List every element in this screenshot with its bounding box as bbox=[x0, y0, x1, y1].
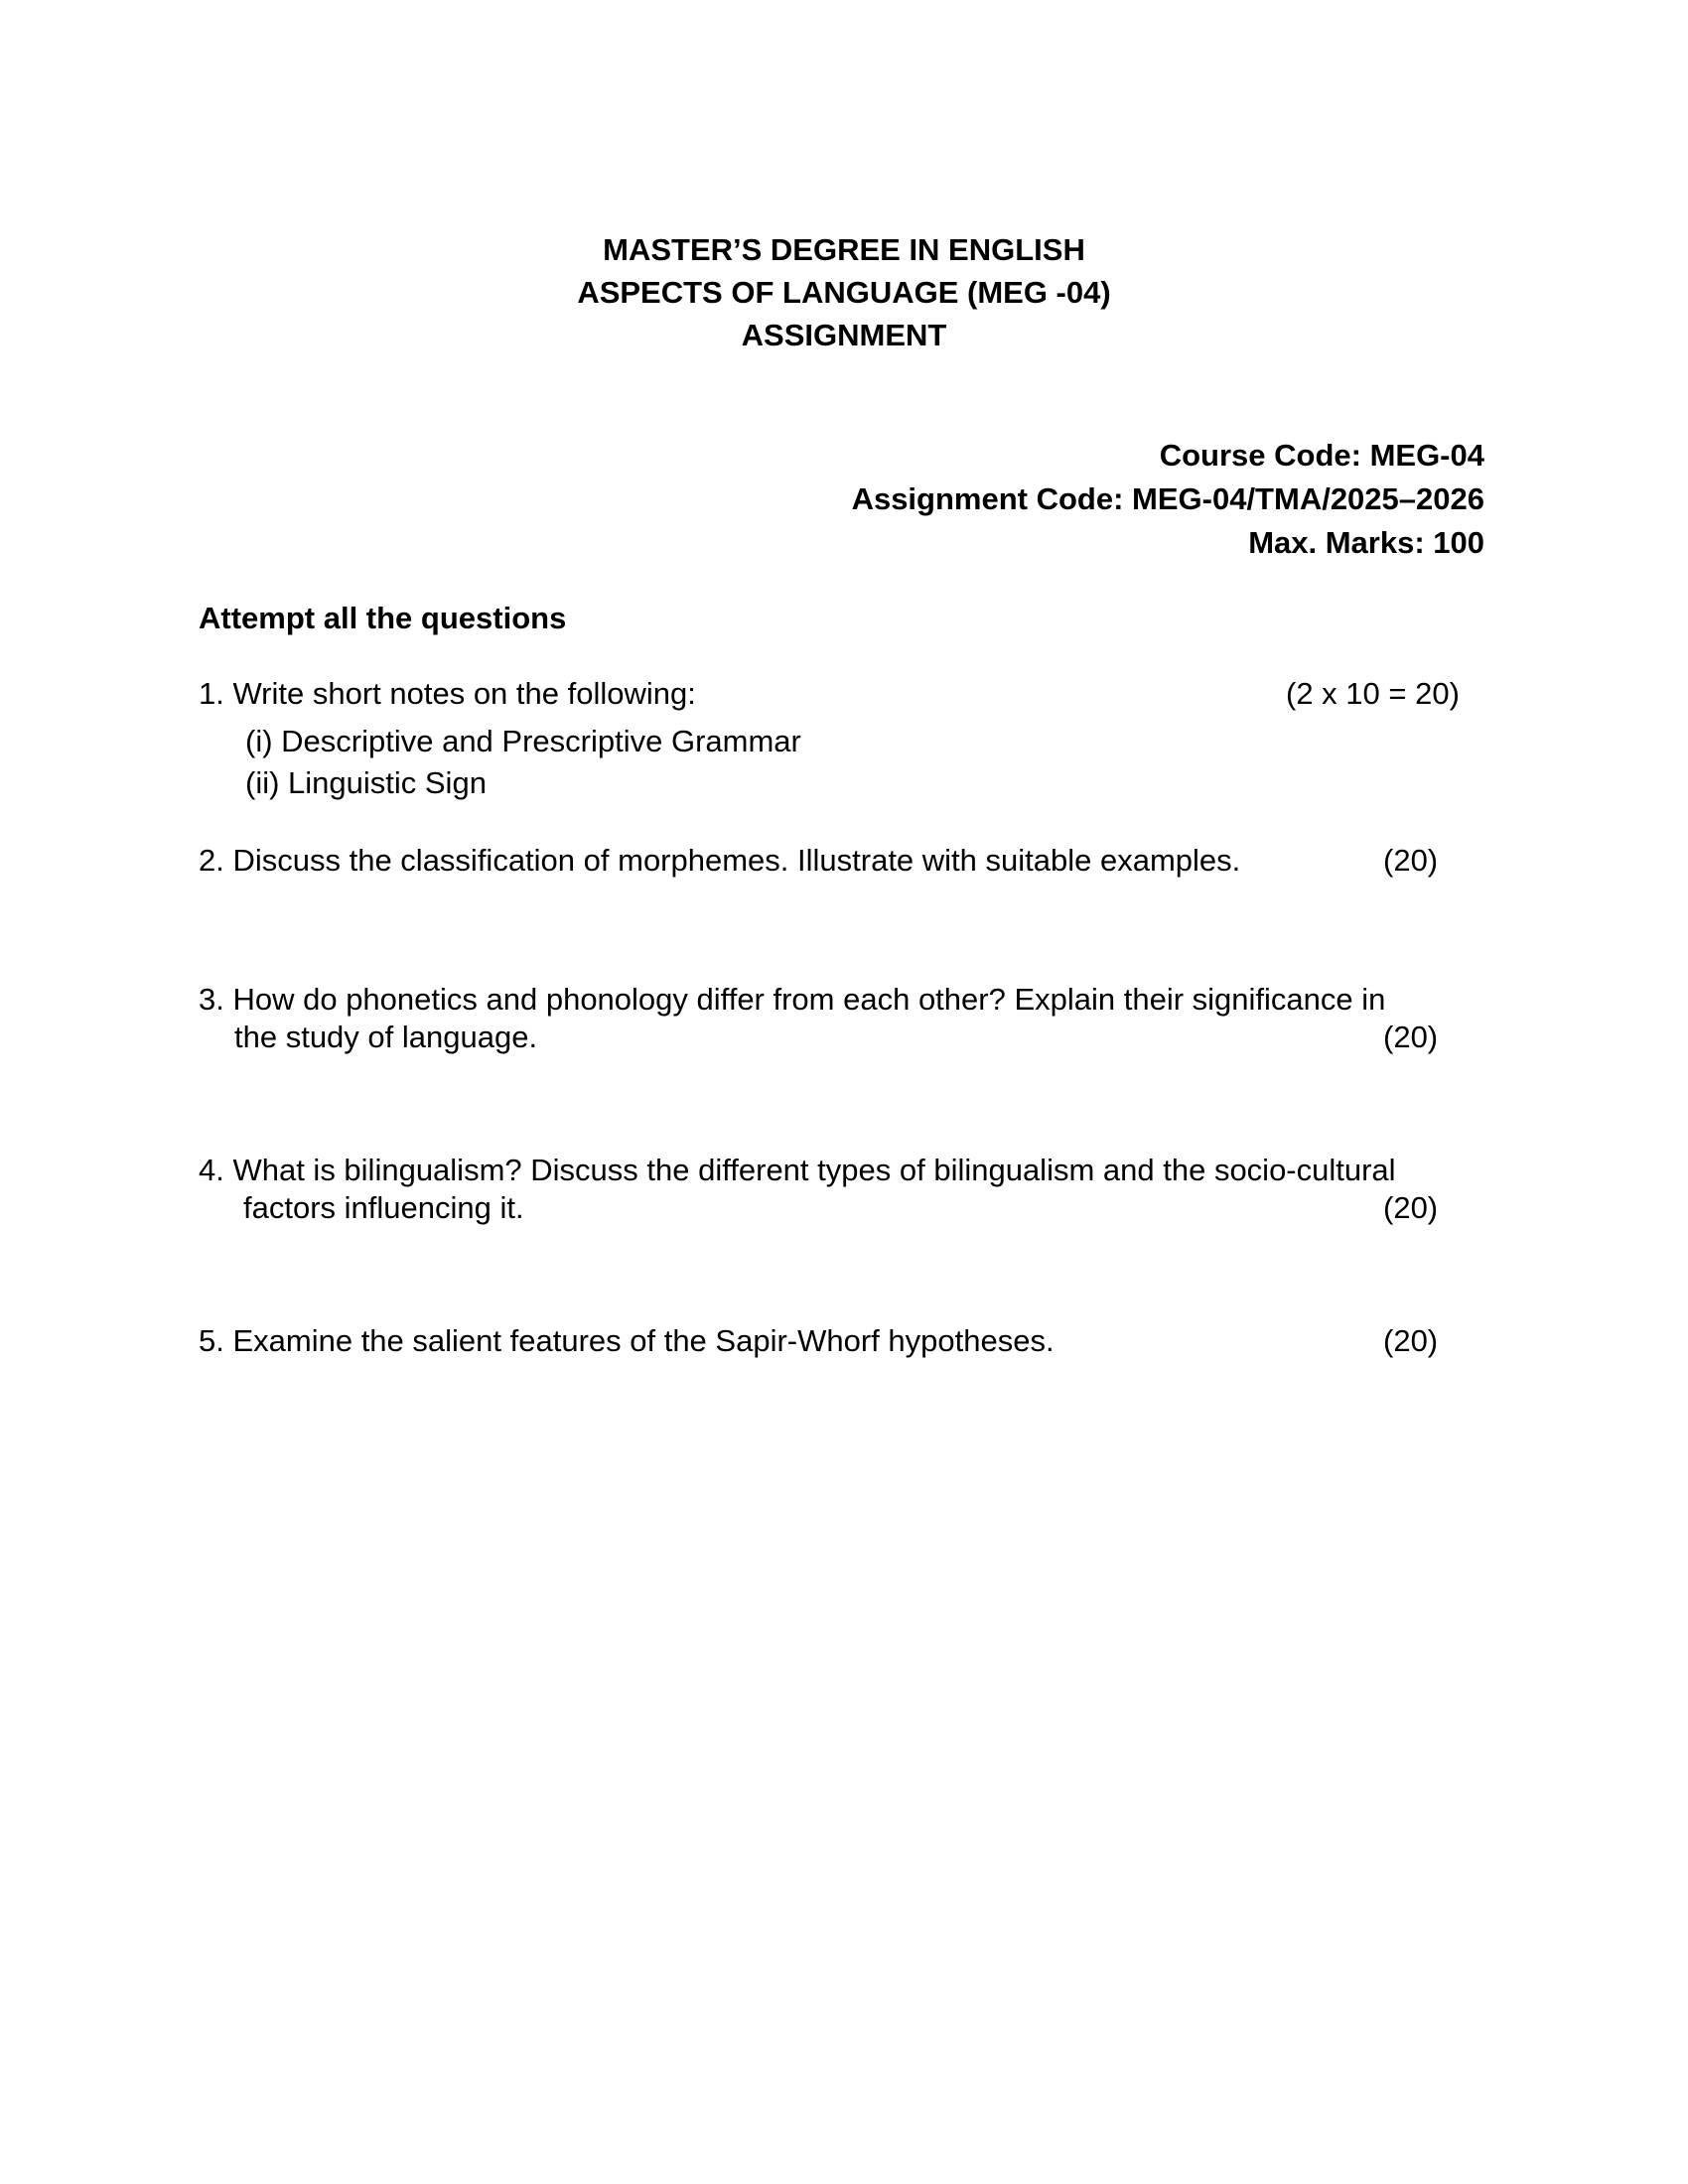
course-code: Course Code: MEG-04 bbox=[1159, 438, 1484, 473]
question-5-text: 5. Examine the salient features of the Sapir-Whorf hypotheses. bbox=[199, 1323, 1055, 1358]
assignment-heading: ASSIGNMENT bbox=[741, 318, 947, 352]
question-1-subitem-2: (ii) Linguistic Sign bbox=[245, 765, 487, 800]
question-1-subitem-1: (i) Descriptive and Prescriptive Grammar bbox=[245, 724, 801, 758]
question-3-marks: (20) bbox=[1383, 1020, 1439, 1054]
question-1-text: 1. Write short notes on the following: bbox=[199, 676, 696, 711]
question-4-line-2: factors influencing it. bbox=[243, 1190, 524, 1225]
question-5-marks: (20) bbox=[1383, 1323, 1439, 1358]
title-block bbox=[0, 228, 1688, 356]
question-3-line-2: the study of language. bbox=[234, 1020, 538, 1054]
codes-block bbox=[852, 434, 1484, 565]
question-1-marks: (2 x 10 = 20) bbox=[1286, 676, 1460, 711]
question-2-marks: (20) bbox=[1383, 843, 1439, 878]
max-marks: Max. Marks: 100 bbox=[1248, 525, 1484, 560]
question-4-line-1: 4. What is bilingualism? Discuss the different types of bilingualism and the socio-cultural bbox=[199, 1153, 1396, 1187]
question-4-marks: (20) bbox=[1383, 1190, 1439, 1225]
question-2-text: 2. Discuss the classification of morphemes. Illustrate with suitable examples. bbox=[199, 843, 1241, 878]
question-3-line-1: 3. How do phonetics and phonology differ from each other? Explain their significance in bbox=[199, 982, 1386, 1017]
degree-title: MASTER’S DEGREE IN ENGLISH bbox=[603, 232, 1085, 267]
assignment-code: Assignment Code: MEG-04/TMA/2025–2026 bbox=[851, 481, 1484, 516]
instruction: Attempt all the questions bbox=[199, 601, 567, 635]
course-title: ASPECTS OF LANGUAGE (MEG -04) bbox=[577, 275, 1111, 310]
